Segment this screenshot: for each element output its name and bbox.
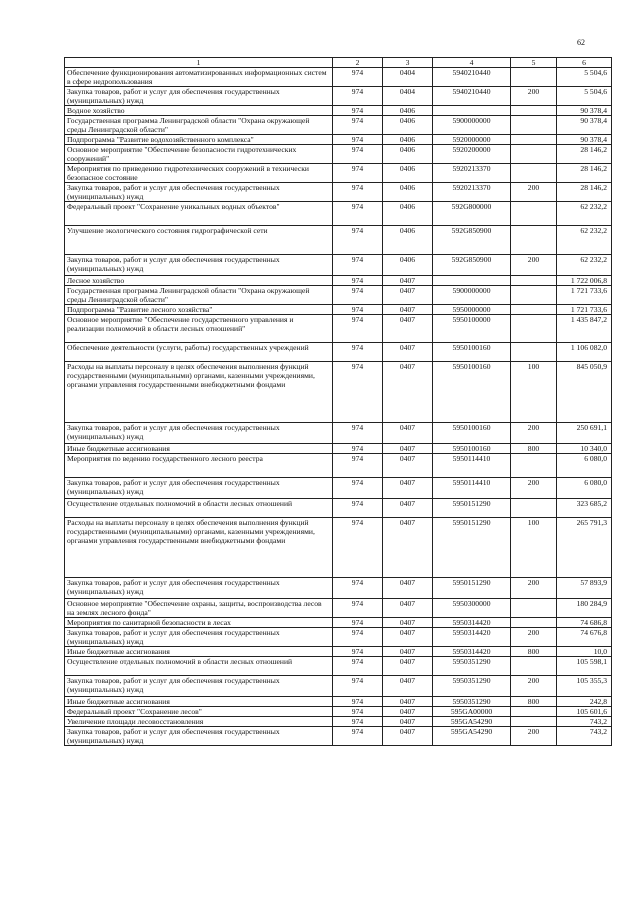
line-item-name: Улучшение экологического состояния гидрографической сети bbox=[65, 226, 333, 255]
ministry-code: 974 bbox=[333, 164, 383, 183]
line-item-name: Подпрограмма "Развитие водохозяйственного комплекса" bbox=[65, 135, 333, 145]
amount: 323 685,2 bbox=[557, 499, 612, 518]
column-header: 3 bbox=[383, 58, 433, 68]
expense-type-code bbox=[511, 454, 557, 478]
expense-type-code: 200 bbox=[511, 255, 557, 276]
table-row bbox=[65, 647, 612, 657]
ministry-code: 974 bbox=[333, 676, 383, 697]
expense-type-code bbox=[511, 717, 557, 727]
section-code: 0404 bbox=[383, 68, 433, 87]
line-item-name: Водное хозяйство bbox=[65, 106, 333, 116]
expense-type-code bbox=[511, 499, 557, 518]
section-code: 0407 bbox=[383, 599, 433, 618]
amount: 28 146,2 bbox=[557, 145, 612, 164]
table-row bbox=[65, 202, 612, 226]
expense-type-code bbox=[511, 286, 557, 305]
ministry-code: 974 bbox=[333, 362, 383, 423]
section-code: 0407 bbox=[383, 707, 433, 717]
table-row bbox=[65, 727, 612, 746]
expense-type-code: 200 bbox=[511, 423, 557, 444]
line-item-name: Иные бюджетные ассигнования bbox=[65, 647, 333, 657]
amount: 74 676,8 bbox=[557, 628, 612, 647]
table-row bbox=[65, 226, 612, 255]
expense-type-code bbox=[511, 145, 557, 164]
target-article-code: 5920213370 bbox=[433, 183, 511, 202]
expense-type-code: 800 bbox=[511, 697, 557, 707]
table-row bbox=[65, 68, 612, 87]
target-article-code: 5950100000 bbox=[433, 315, 511, 343]
line-item-name: Расходы на выплаты персоналу в целях обеспечения выполнения функций государственными (муниципальными) органами, казенными учреждениями, органами управления государственными внебюджетными фондами bbox=[65, 518, 333, 578]
line-item-name: Закупка товаров, работ и услуг для обеспечения государственных (муниципальных) нужд bbox=[65, 255, 333, 276]
target-article-code: 5950351290 bbox=[433, 697, 511, 707]
ministry-code: 974 bbox=[333, 315, 383, 343]
target-article-code: 5950100160 bbox=[433, 423, 511, 444]
section-code: 0406 bbox=[383, 145, 433, 164]
amount: 1 722 006,8 bbox=[557, 276, 612, 286]
amount: 105 598,1 bbox=[557, 657, 612, 676]
table-row bbox=[65, 444, 612, 454]
section-code: 0407 bbox=[383, 499, 433, 518]
section-code: 0407 bbox=[383, 618, 433, 628]
target-article-code: 5920000000 bbox=[433, 135, 511, 145]
ministry-code: 974 bbox=[333, 116, 383, 135]
target-article-code: 5950100160 bbox=[433, 343, 511, 362]
section-code: 0407 bbox=[383, 444, 433, 454]
line-item-name: Государственная программа Ленинградской области "Охрана окружающей среды Ленинградской области" bbox=[65, 286, 333, 305]
target-article-code: 595GA54290 bbox=[433, 727, 511, 746]
amount: 62 232,2 bbox=[557, 202, 612, 226]
expense-type-code: 200 bbox=[511, 676, 557, 697]
expense-type-code: 200 bbox=[511, 727, 557, 746]
target-article-code: 5940210440 bbox=[433, 68, 511, 87]
amount: 74 686,8 bbox=[557, 618, 612, 628]
column-header: 2 bbox=[333, 58, 383, 68]
line-item-name: Подпрограмма "Развитие лесного хозяйства" bbox=[65, 305, 333, 315]
section-code: 0407 bbox=[383, 315, 433, 343]
amount: 6 080,0 bbox=[557, 454, 612, 478]
line-item-name: Федеральный проект "Сохранение лесов" bbox=[65, 707, 333, 717]
amount: 250 691,1 bbox=[557, 423, 612, 444]
table-row bbox=[65, 499, 612, 518]
target-article-code bbox=[433, 276, 511, 286]
target-article-code: 5920213370 bbox=[433, 164, 511, 183]
table-row bbox=[65, 183, 612, 202]
expense-type-code bbox=[511, 164, 557, 183]
line-item-name: Осуществление отдельных полномочий в области лесных отношений bbox=[65, 657, 333, 676]
target-article-code: 5950100160 bbox=[433, 362, 511, 423]
amount: 845 050,9 bbox=[557, 362, 612, 423]
table-row bbox=[65, 628, 612, 647]
target-article-code: 5950314420 bbox=[433, 647, 511, 657]
section-code: 0407 bbox=[383, 423, 433, 444]
amount: 90 378,4 bbox=[557, 135, 612, 145]
expense-type-code bbox=[511, 68, 557, 87]
expense-type-code: 200 bbox=[511, 87, 557, 106]
section-code: 0406 bbox=[383, 202, 433, 226]
target-article-code: 5950351290 bbox=[433, 676, 511, 697]
table-row bbox=[65, 255, 612, 276]
amount: 5 504,6 bbox=[557, 68, 612, 87]
table-row bbox=[65, 454, 612, 478]
section-code: 0407 bbox=[383, 518, 433, 578]
budget-table bbox=[64, 57, 612, 746]
line-item-name: Закупка товаров, работ и услуг для обеспечения государственных (муниципальных) нужд bbox=[65, 183, 333, 202]
ministry-code: 974 bbox=[333, 478, 383, 499]
column-header: 1 bbox=[65, 58, 333, 68]
ministry-code: 974 bbox=[333, 499, 383, 518]
amount: 28 146,2 bbox=[557, 164, 612, 183]
line-item-name: Расходы на выплаты персоналу в целях обеспечения выполнения функций государственными (муниципальными) органами, казенными учреждениями, органами управления государственными внебюджетными фондами bbox=[65, 362, 333, 423]
ministry-code: 974 bbox=[333, 183, 383, 202]
table-row bbox=[65, 305, 612, 315]
line-item-name: Иные бюджетные ассигнования bbox=[65, 697, 333, 707]
section-code: 0404 bbox=[383, 87, 433, 106]
expense-type-code: 800 bbox=[511, 444, 557, 454]
target-article-code: 595GA00000 bbox=[433, 707, 511, 717]
ministry-code: 974 bbox=[333, 87, 383, 106]
amount: 1 106 082,0 bbox=[557, 343, 612, 362]
expense-type-code bbox=[511, 276, 557, 286]
expense-type-code bbox=[511, 618, 557, 628]
section-code: 0407 bbox=[383, 676, 433, 697]
ministry-code: 974 bbox=[333, 444, 383, 454]
ministry-code: 974 bbox=[333, 423, 383, 444]
section-code: 0407 bbox=[383, 478, 433, 499]
target-article-code: 5950314420 bbox=[433, 618, 511, 628]
table-row bbox=[65, 599, 612, 618]
line-item-name: Осуществление отдельных полномочий в области лесных отношений bbox=[65, 499, 333, 518]
ministry-code: 974 bbox=[333, 454, 383, 478]
amount: 242,8 bbox=[557, 697, 612, 707]
section-code: 0406 bbox=[383, 226, 433, 255]
expense-type-code: 200 bbox=[511, 478, 557, 499]
table-row bbox=[65, 116, 612, 135]
line-item-name: Иные бюджетные ассигнования bbox=[65, 444, 333, 454]
line-item-name: Мероприятия по ведению государственного лесного реестра bbox=[65, 454, 333, 478]
table-row bbox=[65, 478, 612, 499]
ministry-code: 974 bbox=[333, 727, 383, 746]
line-item-name: Закупка товаров, работ и услуг для обеспечения государственных (муниципальных) нужд bbox=[65, 478, 333, 499]
section-code: 0407 bbox=[383, 286, 433, 305]
page-number: 62 bbox=[577, 38, 585, 47]
expense-type-code bbox=[511, 315, 557, 343]
expense-type-code bbox=[511, 202, 557, 226]
section-code: 0407 bbox=[383, 697, 433, 707]
section-code: 0406 bbox=[383, 255, 433, 276]
ministry-code: 974 bbox=[333, 578, 383, 599]
target-article-code: 5940210440 bbox=[433, 87, 511, 106]
table-row bbox=[65, 657, 612, 676]
section-code: 0406 bbox=[383, 116, 433, 135]
amount: 10 340,0 bbox=[557, 444, 612, 454]
table-row bbox=[65, 87, 612, 106]
target-article-code: 5950314420 bbox=[433, 628, 511, 647]
amount: 5 504,6 bbox=[557, 87, 612, 106]
expense-type-code bbox=[511, 599, 557, 618]
target-article-code: 592G850900 bbox=[433, 226, 511, 255]
amount: 28 146,2 bbox=[557, 183, 612, 202]
target-article-code: 595GA54290 bbox=[433, 717, 511, 727]
column-number-row bbox=[65, 58, 612, 68]
ministry-code: 974 bbox=[333, 305, 383, 315]
target-article-code: 5950100160 bbox=[433, 444, 511, 454]
amount: 180 284,9 bbox=[557, 599, 612, 618]
amount: 265 791,3 bbox=[557, 518, 612, 578]
column-header: 6 bbox=[557, 58, 612, 68]
amount: 743,2 bbox=[557, 717, 612, 727]
table-row bbox=[65, 707, 612, 717]
line-item-name: Закупка товаров, работ и услуг для обеспечения государственных (муниципальных) нужд bbox=[65, 727, 333, 746]
expense-type-code bbox=[511, 343, 557, 362]
expense-type-code bbox=[511, 135, 557, 145]
ministry-code: 974 bbox=[333, 286, 383, 305]
ministry-code: 974 bbox=[333, 717, 383, 727]
table-row bbox=[65, 106, 612, 116]
table-row bbox=[65, 145, 612, 164]
ministry-code: 974 bbox=[333, 618, 383, 628]
section-code: 0406 bbox=[383, 183, 433, 202]
ministry-code: 974 bbox=[333, 135, 383, 145]
ministry-code: 974 bbox=[333, 106, 383, 116]
expense-type-code: 100 bbox=[511, 362, 557, 423]
ministry-code: 974 bbox=[333, 647, 383, 657]
table-row bbox=[65, 578, 612, 599]
ministry-code: 974 bbox=[333, 255, 383, 276]
line-item-name: Увеличение площади лесовосстановления bbox=[65, 717, 333, 727]
table-row bbox=[65, 423, 612, 444]
amount: 10,0 bbox=[557, 647, 612, 657]
section-code: 0407 bbox=[383, 305, 433, 315]
expense-type-code bbox=[511, 116, 557, 135]
section-code: 0406 bbox=[383, 106, 433, 116]
target-article-code: 5950114410 bbox=[433, 454, 511, 478]
line-item-name: Мероприятия по санитарной безопасности в лесах bbox=[65, 618, 333, 628]
ministry-code: 974 bbox=[333, 707, 383, 717]
amount: 105 355,3 bbox=[557, 676, 612, 697]
line-item-name: Обеспечение деятельности (услуги, работы) государственных учреждений bbox=[65, 343, 333, 362]
table-row bbox=[65, 315, 612, 343]
column-header: 4 bbox=[433, 58, 511, 68]
target-article-code: 5950151290 bbox=[433, 518, 511, 578]
expense-type-code: 200 bbox=[511, 628, 557, 647]
amount: 1 435 847,2 bbox=[557, 315, 612, 343]
amount: 105 601,6 bbox=[557, 707, 612, 717]
line-item-name: Государственная программа Ленинградской области "Охрана окружающей среды Ленинградской области" bbox=[65, 116, 333, 135]
section-code: 0407 bbox=[383, 454, 433, 478]
expense-type-code bbox=[511, 707, 557, 717]
table-row bbox=[65, 676, 612, 697]
expense-type-code bbox=[511, 305, 557, 315]
table-row bbox=[65, 362, 612, 423]
table-row bbox=[65, 286, 612, 305]
target-article-code: 5950151290 bbox=[433, 499, 511, 518]
section-code: 0406 bbox=[383, 164, 433, 183]
ministry-code: 974 bbox=[333, 145, 383, 164]
section-code: 0407 bbox=[383, 276, 433, 286]
line-item-name: Закупка товаров, работ и услуг для обеспечения государственных (муниципальных) нужд bbox=[65, 423, 333, 444]
amount: 1 721 733,6 bbox=[557, 286, 612, 305]
table-row bbox=[65, 276, 612, 286]
target-article-code: 5900000000 bbox=[433, 286, 511, 305]
amount: 57 893,9 bbox=[557, 578, 612, 599]
amount: 743,2 bbox=[557, 727, 612, 746]
target-article-code: 5950151290 bbox=[433, 578, 511, 599]
ministry-code: 974 bbox=[333, 226, 383, 255]
amount: 1 721 733,6 bbox=[557, 305, 612, 315]
section-code: 0407 bbox=[383, 343, 433, 362]
expense-type-code: 200 bbox=[511, 183, 557, 202]
target-article-code bbox=[433, 106, 511, 116]
line-item-name: Мероприятия по приведению гидротехнических сооружений в технически безопасное состояние bbox=[65, 164, 333, 183]
table-row bbox=[65, 518, 612, 578]
target-article-code: 5950351290 bbox=[433, 657, 511, 676]
line-item-name: Лесное хозяйство bbox=[65, 276, 333, 286]
section-code: 0407 bbox=[383, 657, 433, 676]
line-item-name: Закупка товаров, работ и услуг для обеспечения государственных (муниципальных) нужд bbox=[65, 628, 333, 647]
ministry-code: 974 bbox=[333, 202, 383, 226]
line-item-name: Основное мероприятие "Обеспечение безопасности гидротехнических сооружений" bbox=[65, 145, 333, 164]
amount: 6 080,0 bbox=[557, 478, 612, 499]
target-article-code: 592G800000 bbox=[433, 202, 511, 226]
expense-type-code: 100 bbox=[511, 518, 557, 578]
expense-type-code: 800 bbox=[511, 647, 557, 657]
ministry-code: 974 bbox=[333, 599, 383, 618]
ministry-code: 974 bbox=[333, 657, 383, 676]
section-code: 0407 bbox=[383, 727, 433, 746]
line-item-name: Закупка товаров, работ и услуг для обеспечения государственных (муниципальных) нужд bbox=[65, 87, 333, 106]
expense-type-code bbox=[511, 657, 557, 676]
ministry-code: 974 bbox=[333, 276, 383, 286]
section-code: 0406 bbox=[383, 135, 433, 145]
line-item-name: Основное мероприятие "Обеспечение государственного управления и реализации полномочий в области лесных отношений" bbox=[65, 315, 333, 343]
line-item-name: Обеспечение функционирования автоматизированных информационных систем в сфере недропользования bbox=[65, 68, 333, 87]
target-article-code: 5950114410 bbox=[433, 478, 511, 499]
ministry-code: 974 bbox=[333, 518, 383, 578]
ministry-code: 974 bbox=[333, 697, 383, 707]
table-row bbox=[65, 618, 612, 628]
line-item-name: Закупка товаров, работ и услуг для обеспечения государственных (муниципальных) нужд bbox=[65, 578, 333, 599]
amount: 62 232,2 bbox=[557, 255, 612, 276]
ministry-code: 974 bbox=[333, 343, 383, 362]
amount: 90 378,4 bbox=[557, 116, 612, 135]
section-code: 0407 bbox=[383, 717, 433, 727]
line-item-name: Основное мероприятие "Обеспечение охраны, защиты, воспроизводства лесов на землях лесного фонда" bbox=[65, 599, 333, 618]
table-row bbox=[65, 343, 612, 362]
ministry-code: 974 bbox=[333, 68, 383, 87]
line-item-name: Закупка товаров, работ и услуг для обеспечения государственных (муниципальных) нужд bbox=[65, 676, 333, 697]
table-row bbox=[65, 717, 612, 727]
expense-type-code bbox=[511, 226, 557, 255]
target-article-code: 5950000000 bbox=[433, 305, 511, 315]
section-code: 0407 bbox=[383, 647, 433, 657]
budget-table-body bbox=[65, 58, 612, 746]
table-row bbox=[65, 135, 612, 145]
column-header: 5 bbox=[511, 58, 557, 68]
ministry-code: 974 bbox=[333, 628, 383, 647]
expense-type-code: 200 bbox=[511, 578, 557, 599]
amount: 62 232,2 bbox=[557, 226, 612, 255]
section-code: 0407 bbox=[383, 628, 433, 647]
table-row bbox=[65, 697, 612, 707]
target-article-code: 592G850900 bbox=[433, 255, 511, 276]
section-code: 0407 bbox=[383, 578, 433, 599]
expense-type-code bbox=[511, 106, 557, 116]
target-article-code: 5920200000 bbox=[433, 145, 511, 164]
table-row bbox=[65, 164, 612, 183]
line-item-name: Федеральный проект "Сохранение уникальных водных объектов" bbox=[65, 202, 333, 226]
target-article-code: 5900000000 bbox=[433, 116, 511, 135]
amount: 90 378,4 bbox=[557, 106, 612, 116]
section-code: 0407 bbox=[383, 362, 433, 423]
target-article-code: 5950300000 bbox=[433, 599, 511, 618]
